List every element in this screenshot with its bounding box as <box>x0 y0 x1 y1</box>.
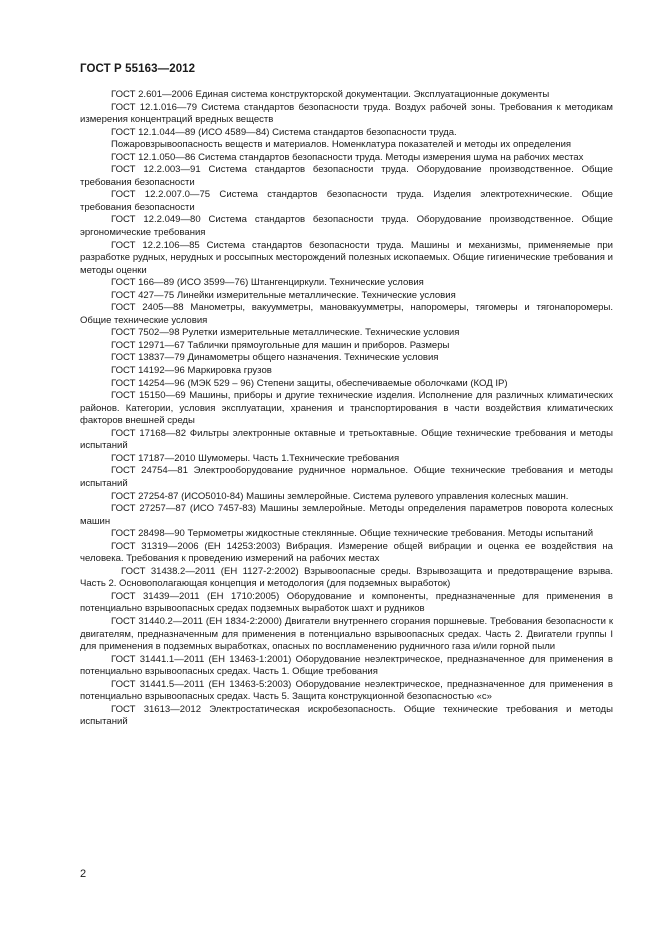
reference-entry: ГОСТ 12.2.007.0—75 Система стандартов безопасности труда. Изделия электротехнические. Общие требования безопасности <box>80 189 613 213</box>
reference-entry: ГОСТ 31441.5—2011 (ЕН 13463-5:2003) Оборудование неэлектрическое, предназначенное для применения в потенциально взрывоопасных средах. Часть 5. Защита конструкционной безопасностью «c» <box>80 678 613 703</box>
reference-entry: ГОСТ 15150—69 Машины, приборы и другие технические изделия. Исполнение для различных климатических районов. Категории, условия эксплуатации, хранения и транспортирования в части воздействия климатических факторов внешней среды <box>80 390 613 427</box>
reference-entry: ГОСТ 27257—87 (ИСО 7457-83) Машины землеройные. Методы определения параметров поворота колесных машин <box>80 503 613 527</box>
reference-entry: ГОСТ 17187—2010 Шумомеры. Часть 1.Технические требования <box>111 452 400 464</box>
reference-entry: ГОСТ 12.2.106—85 Система стандартов безопасности труда. Машины и механизмы, применяемые при разработке рудных, нерудных и россыпных месторождений полезных ископаемых. Общие гигиенические требования и методы оценки <box>80 239 613 276</box>
reference-entry: ГОСТ 31439—2011 (ЕН 1710:2005) Оборудование и компоненты, предназначенные для применения в потенциально взрывоопасных средах подземных выработок шахт и рудников <box>80 590 613 615</box>
document-header: ГОСТ Р 55163—2012 <box>80 63 196 75</box>
reference-entry: ГОСТ 12.1.016—79 Система стандартов безопасности труда. Воздух рабочей зоны. Требования к методикам измерения концентраций вредных веществ <box>80 101 613 126</box>
reference-entry: ГОСТ 31441.1—2011 (ЕН 13463-1:2001) Оборудование неэлектрическое, предназначенное для применения в потенциально взрывоопасных средах. Часть 1. Общие требования <box>80 653 613 678</box>
reference-entry: ГОСТ 12.2.049—80 Система стандартов безопасности труда. Оборудование производственное. Общие эргономические требования <box>80 214 613 239</box>
reference-entry: ГОСТ 14254—96 (МЭК 529 – 96) Степени защиты, обеспечиваемые оболочками (КОД IP) <box>111 377 508 389</box>
reference-entry: ГОСТ 2.601—2006 Единая система конструкторской документации. Эксплуатационные документы <box>111 89 550 100</box>
reference-entry: ГОСТ 27254-87 (ИСО5010-84) Машины землеройные. Система рулевого управления колесных машин. <box>111 490 569 502</box>
reference-entry: ГОСТ 12.2.003—91 Система стандартов безопасности труда. Оборудование производственное. Общие требования безопасности <box>80 164 613 188</box>
reference-entry: ГОСТ 14192—96 Маркировка грузов <box>111 365 272 377</box>
reference-entry: ГОСТ 2405—88 Манометры, вакуумметры, мановакуумметры, напоромеры, тягомеры и тягонапоромеры. Общие технические условия <box>80 302 613 326</box>
reference-entry: ГОСТ 31438.2—2011 (ЕН 1127-2:2002) Взрывоопасные среды. Взрывозащита и предотвращение взрыва. Часть 2. Основополагающая концепция и методология (для подземных выработок) <box>80 565 613 590</box>
reference-entry: ГОСТ 12.1.044—89 (ИСО 4589—84) Система стандартов безопасности труда. <box>111 126 457 138</box>
reference-entry: ГОСТ 13837—79 Динамометры общего назначения. Технические условия <box>111 352 439 364</box>
reference-entry: ГОСТ 28498—90 Термометры жидкостные стеклянные. Общие технические требования. Методы испытаний <box>111 528 594 540</box>
reference-entry: ГОСТ 12971—67 Таблички прямоугольные для машин и приборов. Размеры <box>111 339 450 351</box>
reference-entry: ГОСТ 24754—81 Электрооборудование рудничное нормальное. Общие технические требования и методы испытаний <box>80 465 613 489</box>
reference-entry: ГОСТ 31613—2012 Электростатическая искробезопасность. Общие технические требования и методы испытаний <box>80 703 613 728</box>
reference-entry: ГОСТ 166—89 (ИСО 3599—76) Штангенциркули. Технические условия <box>111 277 424 289</box>
reference-entry: ГОСТ 17168—82 Фильтры электронные октавные и третьоктавные. Общие технические требования и методы испытаний <box>80 427 613 452</box>
reference-entry: ГОСТ 7502—98 Рулетки измерительные металлические. Технические условия <box>111 327 460 339</box>
page-number: 2 <box>80 868 87 880</box>
reference-entry: ГОСТ 427—75 Линейки измерительные металлические. Технические условия <box>111 289 456 301</box>
reference-entry: ГОСТ 12.1.050—86 Система стандартов безопасности труда. Методы измерения шума на рабочих местах <box>111 151 584 163</box>
reference-entry: ГОСТ 31319—2006 (ЕН 14253:2003) Вибрация. Измерение общей вибрации и оценка ее воздействия на человека. Требования к проведению измерений на рабочих местах <box>80 540 613 565</box>
reference-entry: ГОСТ 31440.2—2011 (ЕН 1834-2:2000) Двигатели внутреннего сгорания поршневые. Требования безопасности к двигателям, предназначенным для применения в потенциально взрывоопасных средах. Часть 2. Двигатели группы I для применения в подземных выработках, опасных по воспламенению рудничного газа и/или горной пыли <box>80 615 613 653</box>
normative-references <box>80 89 613 729</box>
reference-entry: Пожаровзрывоопасность веществ и материалов. Номенклатура показателей и методы их определения <box>111 139 572 151</box>
